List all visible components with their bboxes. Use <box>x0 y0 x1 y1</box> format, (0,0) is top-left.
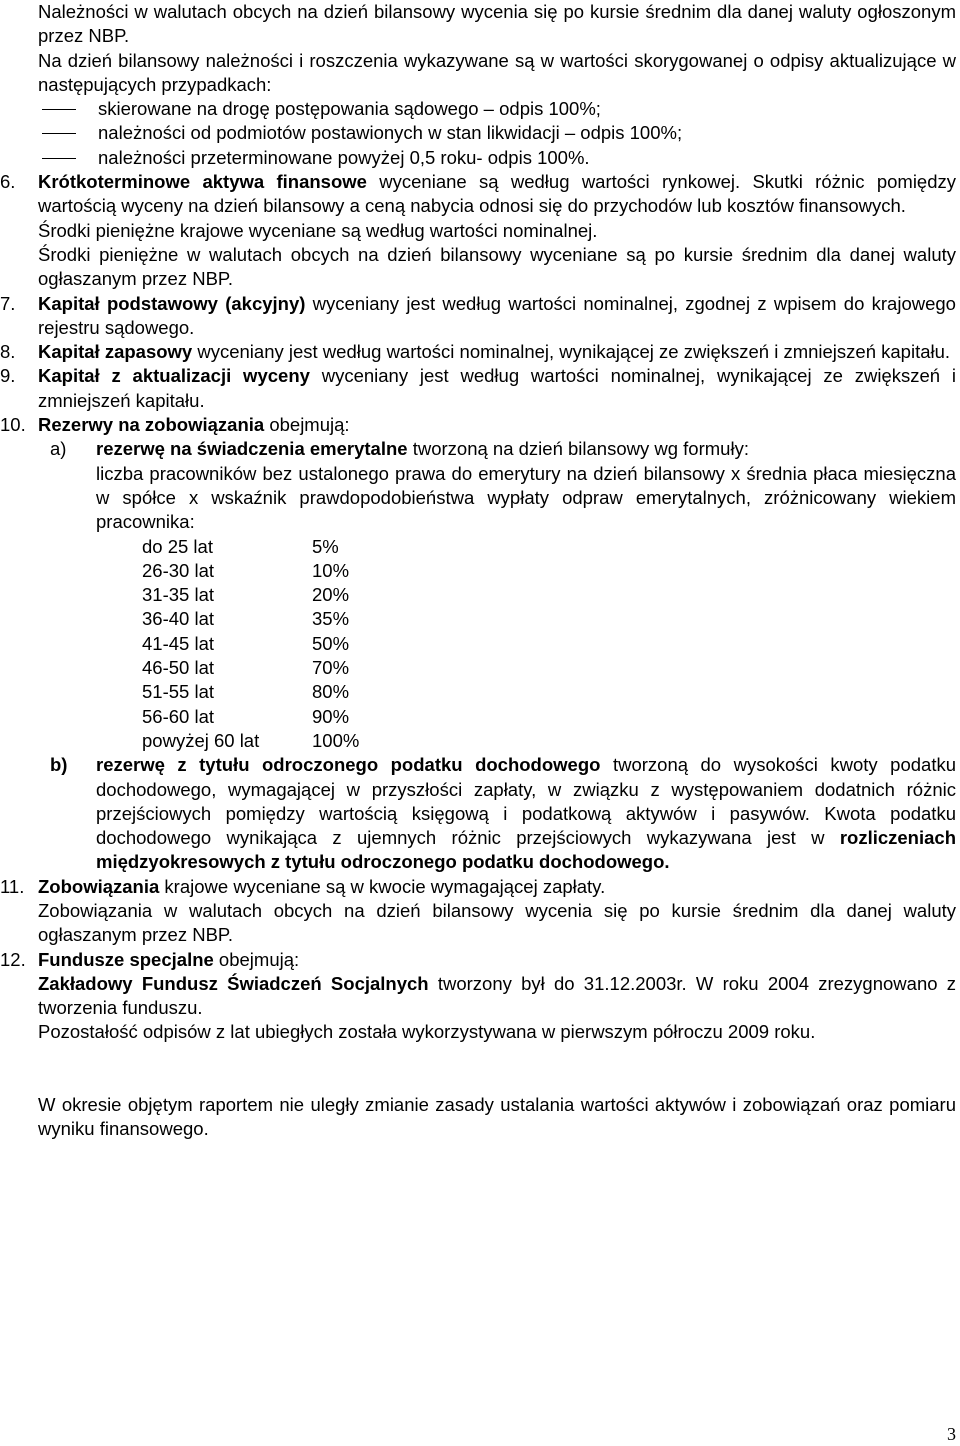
table-row <box>142 705 359 729</box>
item-heading: rezerwę z tytułu odroczonego podatku dochodowego <box>96 754 601 776</box>
item-a-retirement-provision <box>36 437 956 461</box>
item-text: tworzoną na dzień bilansowy wg formuły: <box>407 438 749 460</box>
fund-name: Zakładowy Fundusz Świadczeń Socjalnych <box>38 972 429 994</box>
rate-cell: 35% <box>312 608 350 630</box>
age-cell: do 25 lat <box>142 535 213 557</box>
section-9 <box>0 364 956 413</box>
paragraph-foreign-cash: Środki pieniężne w walutach obcych na dzień bilansowy wyceniane są po kursie średnim dla danej waluty ogłaszanym przez NBP. <box>38 243 956 290</box>
spacer <box>38 1045 956 1093</box>
table-row <box>142 583 359 607</box>
age-rate-table <box>142 535 359 754</box>
formula-description: liczba pracowników bez ustalonego prawa do emerytury na dzień bilansowy x średnia płaca miesięczna w spółce x wskaźnik prawdopodobieństwa wypłaty odpraw emerytalnych, zróżnicowany wiekiem pracownika: <box>96 462 956 533</box>
section-heading: Kapitał zapasowy <box>38 341 193 363</box>
section-number: 11. <box>0 875 25 897</box>
section-7 <box>0 292 956 341</box>
table-row <box>142 656 359 680</box>
age-cell: 26-30 lat <box>142 559 214 581</box>
fund-text: tworzony był do 31.12.2003r. W roku 2004 zrezygnowano z tworzenia funduszu. <box>38 972 957 1019</box>
section-text: wyceniany jest według wartości nominalnej, zgodnej z wpisem do krajowego rejestru sądowego. <box>38 292 956 338</box>
section-heading: Kapitał podstawowy (akcyjny) <box>38 292 306 314</box>
age-cell: 51-55 lat <box>142 681 214 703</box>
item-text: tworzoną do wysokości kwoty podatku dochodowego, wymagającej w przyszłości zapłaty, w związku z występowaniem dodatnich różnic przejściowych pomiędzy wartością księgową i podatkową aktywów i pasywów. Kwota podatku dochodowego wynikająca z ujemnych różnic przejściowych wykazywana jest w <box>96 754 957 849</box>
section-text: wyceniany jest według wartości nominalnej, wynikającej ze zwiększeń i zmniejszeń kapitału. <box>192 341 951 363</box>
section-11 <box>0 875 956 899</box>
list-item: należności od podmiotów postawionych w stan likwidacji – odpis 100%; <box>38 121 956 145</box>
section-10 <box>0 413 956 437</box>
rate-cell: 70% <box>312 657 350 679</box>
paragraph-fund-remainder: Pozostałość odpisów z lat ubiegłych została wykorzystywana w pierwszym półroczu 2009 roku. <box>38 1021 816 1043</box>
table-row <box>142 559 359 583</box>
section-number: 8. <box>0 341 16 363</box>
age-cell: 41-45 lat <box>142 632 214 654</box>
item-label: b) <box>50 754 68 776</box>
rate-cell: 10% <box>312 559 350 581</box>
section-12 <box>0 948 956 972</box>
page-number: 3 <box>947 1424 956 1444</box>
paragraph-receivables-writedowns: Na dzień bilansowy należności i roszczenia wykazywane są w wartości skorygowanej o odpisy aktualizujące w następujących przypadkach: <box>38 49 956 95</box>
age-cell: 46-50 lat <box>142 657 214 679</box>
section-text: wyceniane są według wartości rynkowej. Skutki różnic pomiędzy wartością wyceny na dzień bilansowy a ceną nabycia odnosi się do przychodów lub kosztów finansowych. <box>38 171 957 217</box>
paragraph-domestic-cash: Środki pieniężne krajowe wyceniane są według wartości nominalnej. <box>38 219 598 241</box>
age-cell: 36-40 lat <box>142 608 214 630</box>
rate-cell: 5% <box>312 535 339 557</box>
section-heading: Rezerwy na zobowiązania <box>38 414 265 436</box>
section-6 <box>0 170 957 219</box>
dash-list <box>38 97 956 170</box>
rate-cell: 50% <box>312 632 350 654</box>
section-number: 12. <box>0 948 26 970</box>
paragraph-social-fund <box>38 972 956 1021</box>
rate-cell: 90% <box>312 705 350 727</box>
section-number: 10. <box>0 414 26 436</box>
section-text: obejmują: <box>264 414 350 436</box>
paragraph-foreign-receivables: Należności w walutach obcych na dzień bilansowy wycenia się po kursie średnim dla danej waluty ogłoszonym przez NBP. <box>38 1 956 47</box>
item-b-deferred-tax-provision <box>36 753 956 874</box>
section-number: 7. <box>0 292 16 314</box>
section-number: 6. <box>0 171 16 193</box>
table-row <box>142 632 359 656</box>
section-text: krajowe wyceniane są w kwocie wymagającej zapłaty. <box>159 875 606 897</box>
rate-cell: 20% <box>312 584 350 606</box>
rate-cell: 80% <box>312 681 350 703</box>
table-row <box>142 729 359 753</box>
item-label: a) <box>50 438 67 460</box>
table-row <box>142 607 359 631</box>
age-cell: 31-35 lat <box>142 584 214 606</box>
list-item: należności przeterminowane powyżej 0,5 roku- odpis 100%. <box>38 146 956 170</box>
section-heading: Zobowiązania <box>38 875 160 897</box>
item-heading: rezerwę na świadczenia emerytalne <box>96 438 408 460</box>
table-row <box>142 680 359 704</box>
rate-cell: 100% <box>312 729 360 751</box>
age-cell: powyżej 60 lat <box>142 729 260 751</box>
section-number: 9. <box>0 365 16 387</box>
section-heading: Kapitał z aktualizacji wyceny <box>38 365 310 387</box>
list-item: skierowane na drogę postępowania sądowego – odpis 100%; <box>38 97 956 121</box>
section-text: wyceniany jest według wartości nominalnej, wynikającej ze zwiększeń i zmniejszeń kapitału. <box>38 365 956 411</box>
paragraph-final-statement: W okresie objętym raportem nie uległy zmianie zasady ustalania wartości aktywów i zobowiązań oraz pomiaru wyniku finansowego. <box>38 1093 956 1140</box>
section-heading: Fundusze specjalne <box>38 948 214 970</box>
item-heading-2: rozliczeniach międzyokresowych z tytułu odroczonego podatku dochodowego. <box>96 827 956 873</box>
paragraph-foreign-liabilities: Zobowiązania w walutach obcych na dzień bilansowy wycenia się po kursie średnim dla danej waluty ogłaszanym przez NBP. <box>38 899 956 946</box>
section-text: obejmują: <box>213 948 300 970</box>
section-8 <box>0 340 956 364</box>
table-row <box>142 535 359 559</box>
section-heading: Krótkoterminowe aktywa finansowe <box>38 171 367 193</box>
age-cell: 56-60 lat <box>142 705 214 727</box>
